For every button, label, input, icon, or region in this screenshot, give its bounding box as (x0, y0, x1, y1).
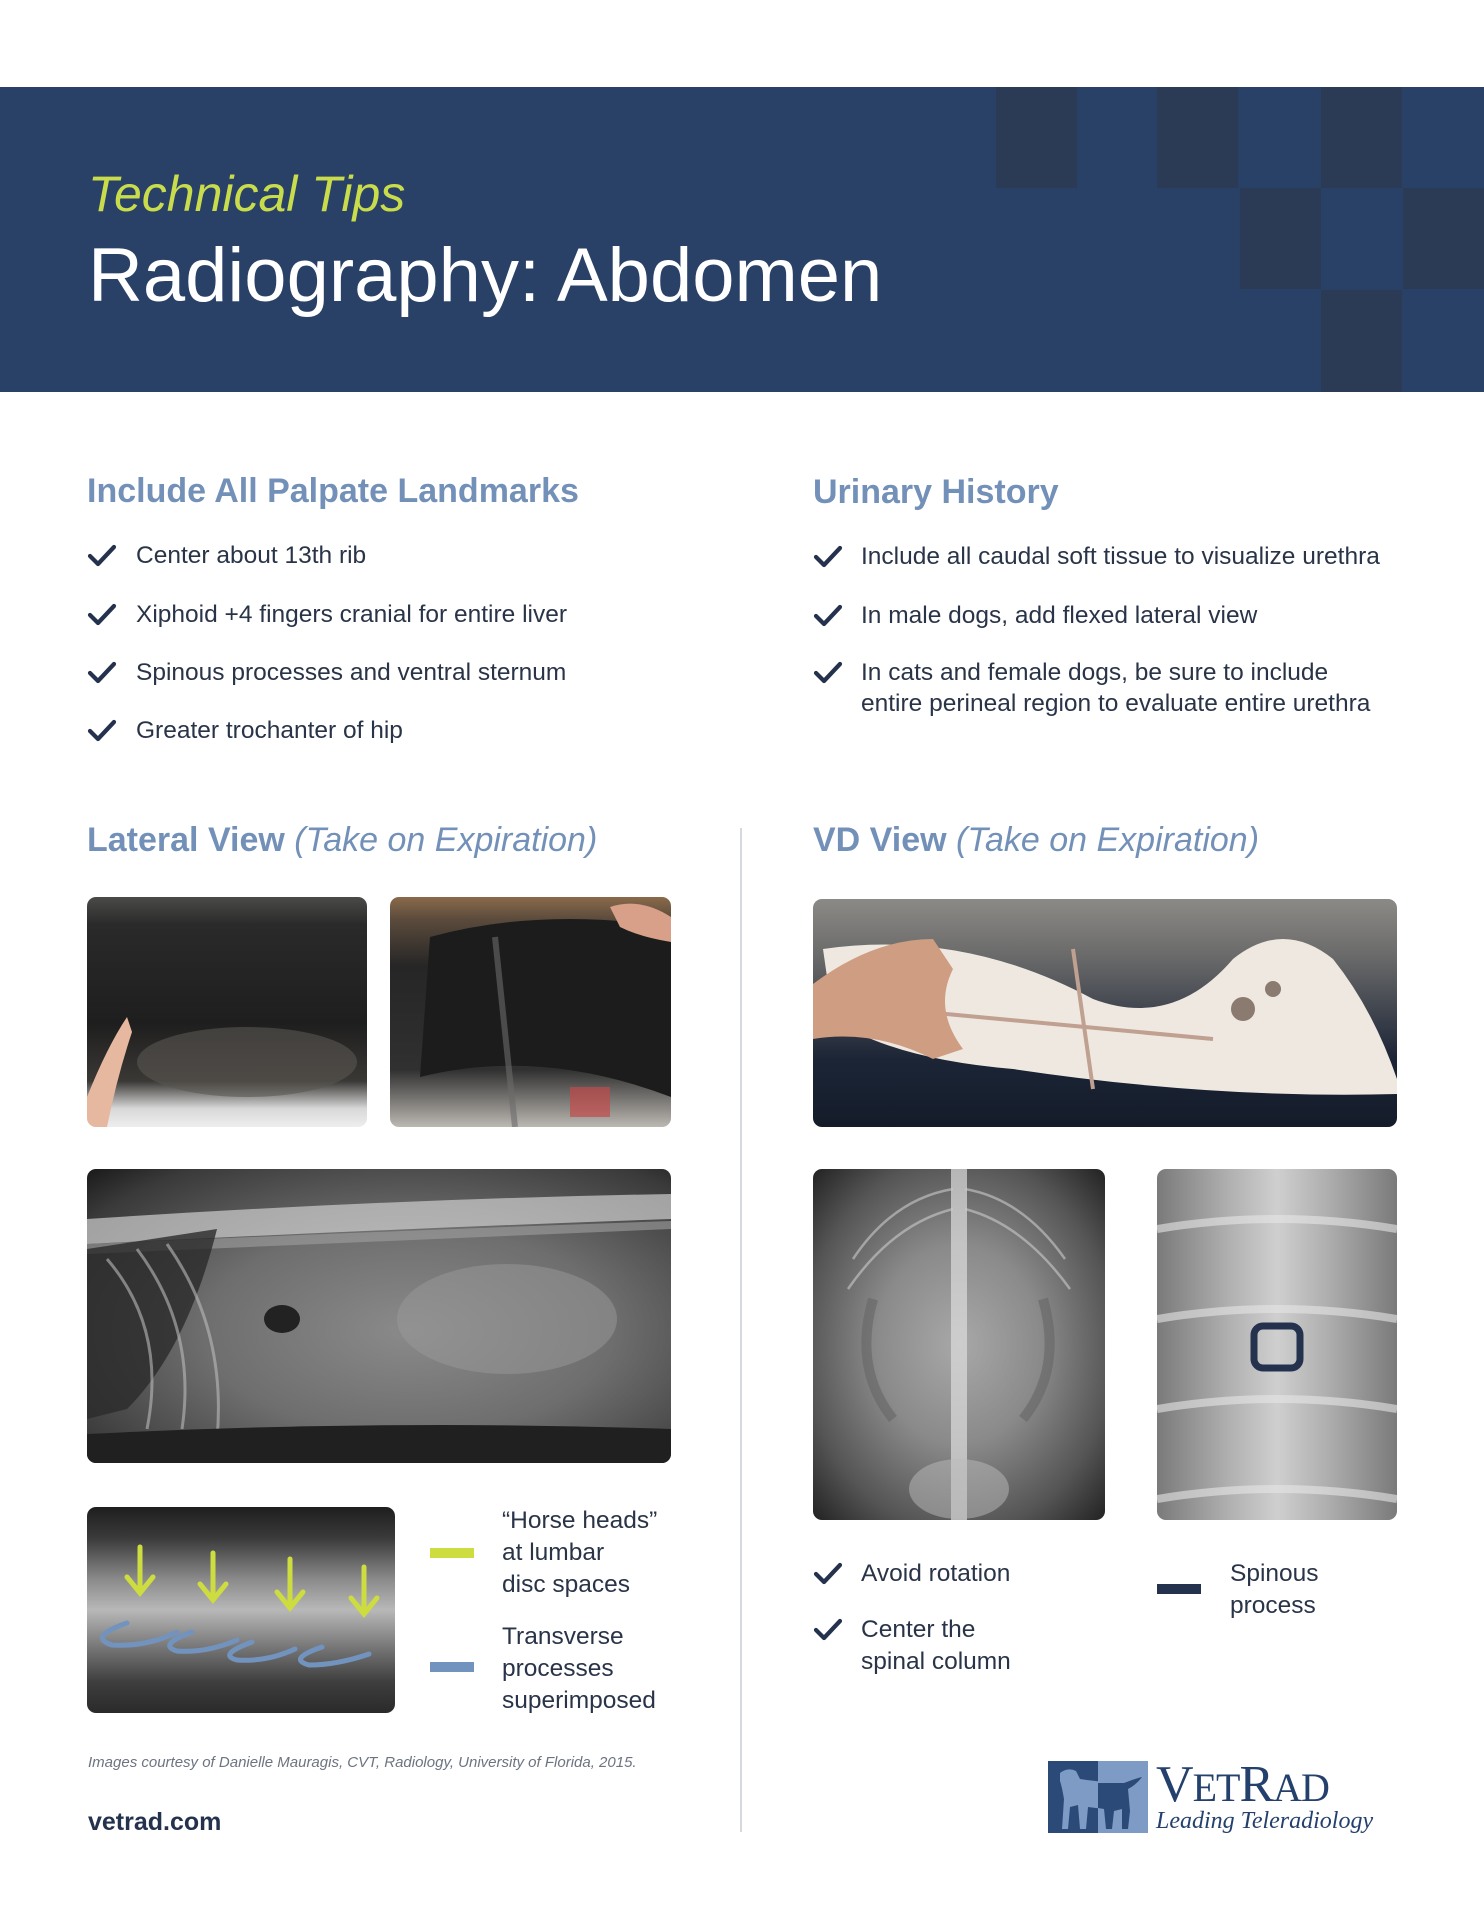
transverse-process-outlines (102, 1623, 369, 1665)
vd-title: VD View (813, 821, 947, 859)
list-item: Avoid rotation (861, 1560, 1011, 1587)
lateral-title: Lateral View (87, 821, 285, 859)
spine-detail-radiograph (1157, 1169, 1397, 1520)
list-item: Center the (861, 1616, 976, 1643)
lateral-positioning-photo-2 (390, 897, 671, 1127)
legend-line: superimposed (502, 1687, 656, 1714)
yellow-legend-swatch (430, 1548, 474, 1558)
vetrad-logo (1048, 1756, 1398, 1837)
lateral-note: (Take on Expiration) (294, 821, 598, 859)
list-item: Greater trochanter of hip (136, 717, 403, 744)
list-item: In male dogs, add flexed lateral view (861, 602, 1258, 629)
check-icon (813, 661, 843, 685)
dog-logo-icon (1048, 1761, 1148, 1833)
spinous-process-marker (1254, 1326, 1300, 1368)
check-icon (87, 544, 117, 568)
blue-legend-swatch (430, 1662, 474, 1672)
decor-square (1321, 290, 1402, 392)
legend-line: process (1230, 1592, 1316, 1619)
list-item-continued: spinal column (861, 1648, 1011, 1675)
horse-head-arrows (127, 1547, 377, 1614)
list-item: Spinous processes and ventral sternum (136, 659, 567, 686)
lateral-radiograph (87, 1169, 671, 1463)
decor-square (1403, 188, 1484, 289)
logo-wordmark: VETRAD (1156, 1756, 1329, 1813)
check-icon (87, 603, 117, 627)
column-divider (740, 828, 742, 1832)
lumbar-spine-radiograph (87, 1507, 395, 1713)
legend-line: “Horse heads” (502, 1507, 658, 1534)
vd-positioning-photo (813, 899, 1397, 1127)
spinous-legend-swatch (1157, 1584, 1201, 1594)
legend-line: Spinous (1230, 1560, 1319, 1587)
decor-square (996, 87, 1077, 188)
check-icon (87, 719, 117, 743)
decor-square (1157, 87, 1238, 188)
check-icon (813, 1618, 843, 1642)
check-icon (813, 604, 843, 628)
urinary-heading: Urinary History (813, 473, 1059, 511)
check-icon (813, 545, 843, 569)
kicker: Technical Tips (88, 166, 406, 222)
list-item: Center about 13th rib (136, 542, 367, 569)
check-icon (813, 1562, 843, 1586)
logo-tagline: Leading Teleradiology (1156, 1808, 1374, 1834)
vd-note: (Take on Expiration) (956, 821, 1260, 859)
legend-line: at lumbar (502, 1539, 605, 1566)
list-item-continued: entire perineal region to evaluate entire urethra (861, 690, 1371, 717)
vd-heading (813, 821, 1259, 860)
image-credit: Images courtesy of Danielle Mauragis, CVT, Radiology, University of Florida, 2015. (88, 1754, 637, 1771)
website-link[interactable]: vetrad.com (88, 1808, 222, 1836)
legend-line: processes (502, 1655, 614, 1682)
legend-line: Transverse (502, 1623, 624, 1650)
decor-square (1240, 188, 1321, 289)
list-item: In cats and female dogs, be sure to include (861, 659, 1329, 686)
lateral-heading (87, 821, 597, 860)
landmarks-heading: Include All Palpate Landmarks (87, 472, 579, 510)
legend-line: disc spaces (502, 1571, 631, 1598)
check-icon (87, 661, 117, 685)
list-item: Xiphoid +4 fingers cranial for entire liver (136, 601, 568, 628)
decor-square (1321, 87, 1402, 188)
vd-radiograph (813, 1169, 1105, 1520)
page-title: Radiography: Abdomen (88, 233, 883, 318)
lateral-positioning-photo-1 (87, 897, 367, 1127)
list-item: Include all caudal soft tissue to visualize urethra (861, 543, 1380, 570)
